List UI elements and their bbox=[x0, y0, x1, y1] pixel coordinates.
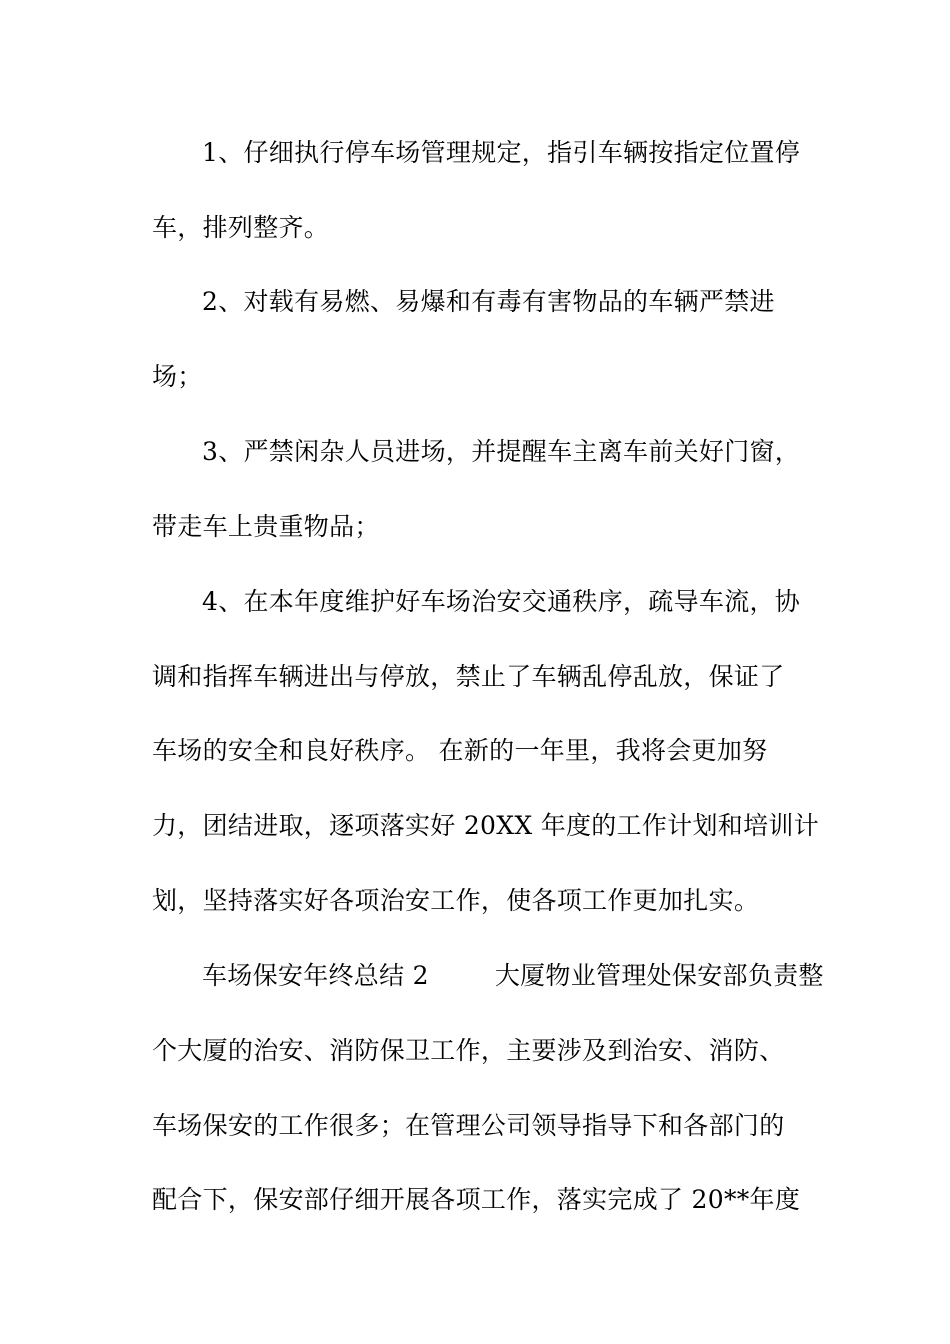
text-line: 配合下，保安部仔细开展各项工作，落实完成了 20**年度 bbox=[152, 1185, 801, 1214]
text-line: 个大厦的治安、消防保卫工作，主要涉及到治安、消防、 bbox=[152, 1036, 785, 1065]
text-line: 调和指挥车辆进出与停放，禁止了车辆乱停乱放，保证了 bbox=[152, 662, 785, 691]
text-line: 车场的安全和良好秩序。 在新的一年里，我将会更加努 bbox=[152, 736, 768, 765]
text-line: 车场保安年终总结 2 大厦物业管理处保安部负责整 bbox=[202, 961, 824, 990]
text-line: 3、严禁闲杂人员进场，并提醒车主离车前关好门窗， bbox=[202, 437, 801, 466]
text-line: 1、仔细执行停车场管理规定，指引车辆按指定位置停 bbox=[202, 138, 801, 167]
text-line: 带走车上贵重物品； bbox=[152, 512, 380, 541]
text-line: 力，团结进取，逐项落实好 20XX 年度的工作计划和培训计 bbox=[152, 811, 820, 840]
text-line: 场； bbox=[152, 362, 203, 391]
text-line: 2、对载有易燃、易爆和有毒有害物品的车辆严禁进 bbox=[202, 287, 775, 316]
text-line: 车场保安的工作很多；在管理公司领导指导下和各部门的 bbox=[152, 1111, 785, 1140]
text-line: 车，排列整齐。 bbox=[152, 213, 330, 242]
text-line: 4、在本年度维护好车场治安交通秩序，疏导车流，协 bbox=[202, 587, 801, 616]
text-line: 划，坚持落实好各项治安工作，使各项工作更加扎实。 bbox=[152, 886, 760, 915]
